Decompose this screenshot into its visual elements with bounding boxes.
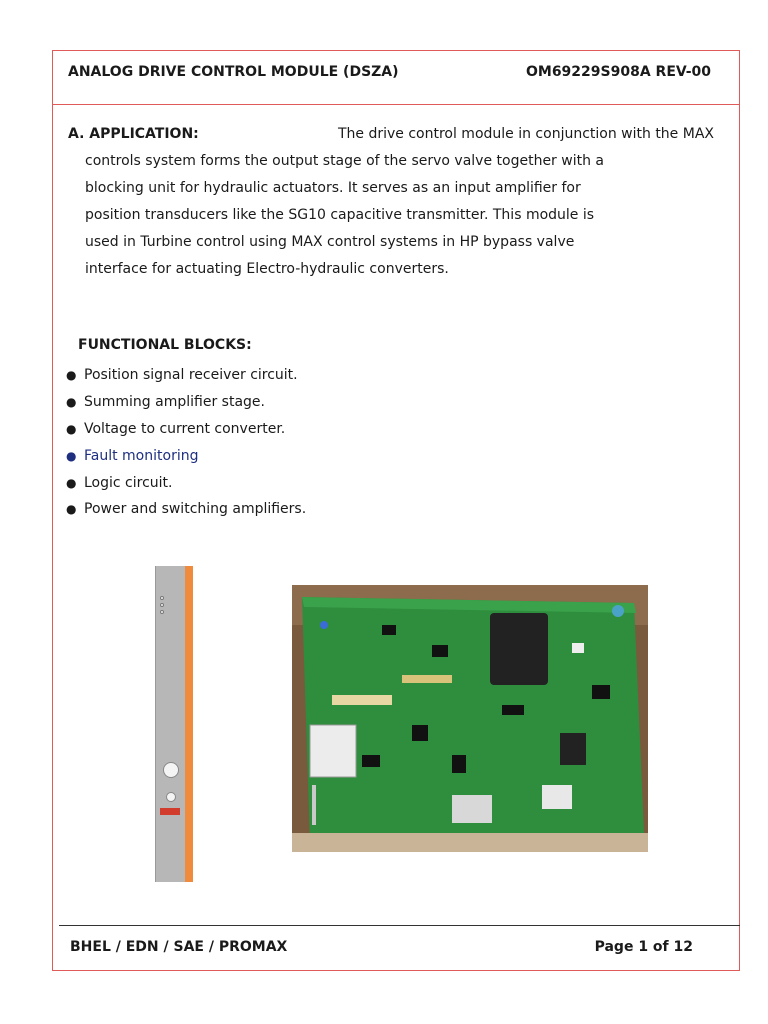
- led-indicator: [160, 603, 164, 607]
- circuit-board-icon: [292, 585, 648, 852]
- application-text-line: controls system forms the output stage of the servo valve together with a: [85, 153, 604, 169]
- list-item: [66, 469, 306, 496]
- bullet-icon: ●: [66, 475, 77, 490]
- test-socket-icon: [163, 762, 179, 778]
- application-text-line: position transducers like the SG10 capacitive transmitter. This module is: [85, 207, 595, 223]
- list-item-text: Position signal receiver circuit.: [84, 367, 298, 384]
- list-item-text: Summing amplifier stage.: [84, 394, 265, 411]
- bullet-icon: ●: [66, 448, 77, 463]
- led-indicator: [160, 596, 164, 600]
- document-title: ANALOG DRIVE CONTROL MODULE (DSZA): [68, 64, 399, 80]
- list-item-text: Voltage to current converter.: [84, 420, 286, 437]
- application-text-line: blocking unit for hydraulic actuators. It serves as an input amplifier for: [85, 180, 581, 196]
- page-number: Page 1 of 12: [594, 939, 693, 955]
- footer-divider: [59, 925, 740, 926]
- fault-monitoring-link[interactable]: Fault monitoring: [84, 447, 199, 464]
- list-item-text: Logic circuit.: [84, 474, 173, 491]
- module-front-panel: [155, 566, 193, 882]
- header-divider: [52, 104, 740, 105]
- application-heading: A. APPLICATION:: [68, 126, 199, 142]
- application-text-line: The drive control module in conjunction with the MAX: [337, 126, 714, 142]
- circuit-board-photo: [292, 585, 648, 852]
- led-indicator: [160, 610, 164, 614]
- application-text-line: used in Turbine control using MAX control systems in HP bypass valve: [85, 234, 575, 250]
- reset-button-icon: [166, 792, 176, 802]
- footer-department: BHEL / EDN / SAE / PROMAX: [70, 939, 288, 955]
- panel-orange-strip: [185, 566, 193, 882]
- list-item-link[interactable]: [66, 442, 306, 469]
- list-item-text: Power and switching amplifiers.: [84, 501, 307, 518]
- bullet-icon: ●: [66, 502, 77, 517]
- application-section: [68, 121, 716, 283]
- bullet-icon: ●: [66, 395, 77, 410]
- list-item: [66, 362, 306, 389]
- panel-red-label: [160, 808, 180, 815]
- functional-blocks-heading: FUNCTIONAL BLOCKS:: [78, 337, 252, 353]
- document-number: OM69229S908A REV-00: [525, 64, 711, 80]
- list-item: [66, 496, 306, 523]
- bullet-icon: ●: [66, 421, 77, 436]
- list-item: [66, 389, 306, 416]
- functional-blocks-list: [66, 362, 306, 523]
- list-item: [66, 416, 306, 443]
- application-first-line: [68, 121, 714, 148]
- bullet-icon: ●: [66, 368, 77, 383]
- application-text-line: interface for actuating Electro-hydraulic converters.: [85, 261, 449, 277]
